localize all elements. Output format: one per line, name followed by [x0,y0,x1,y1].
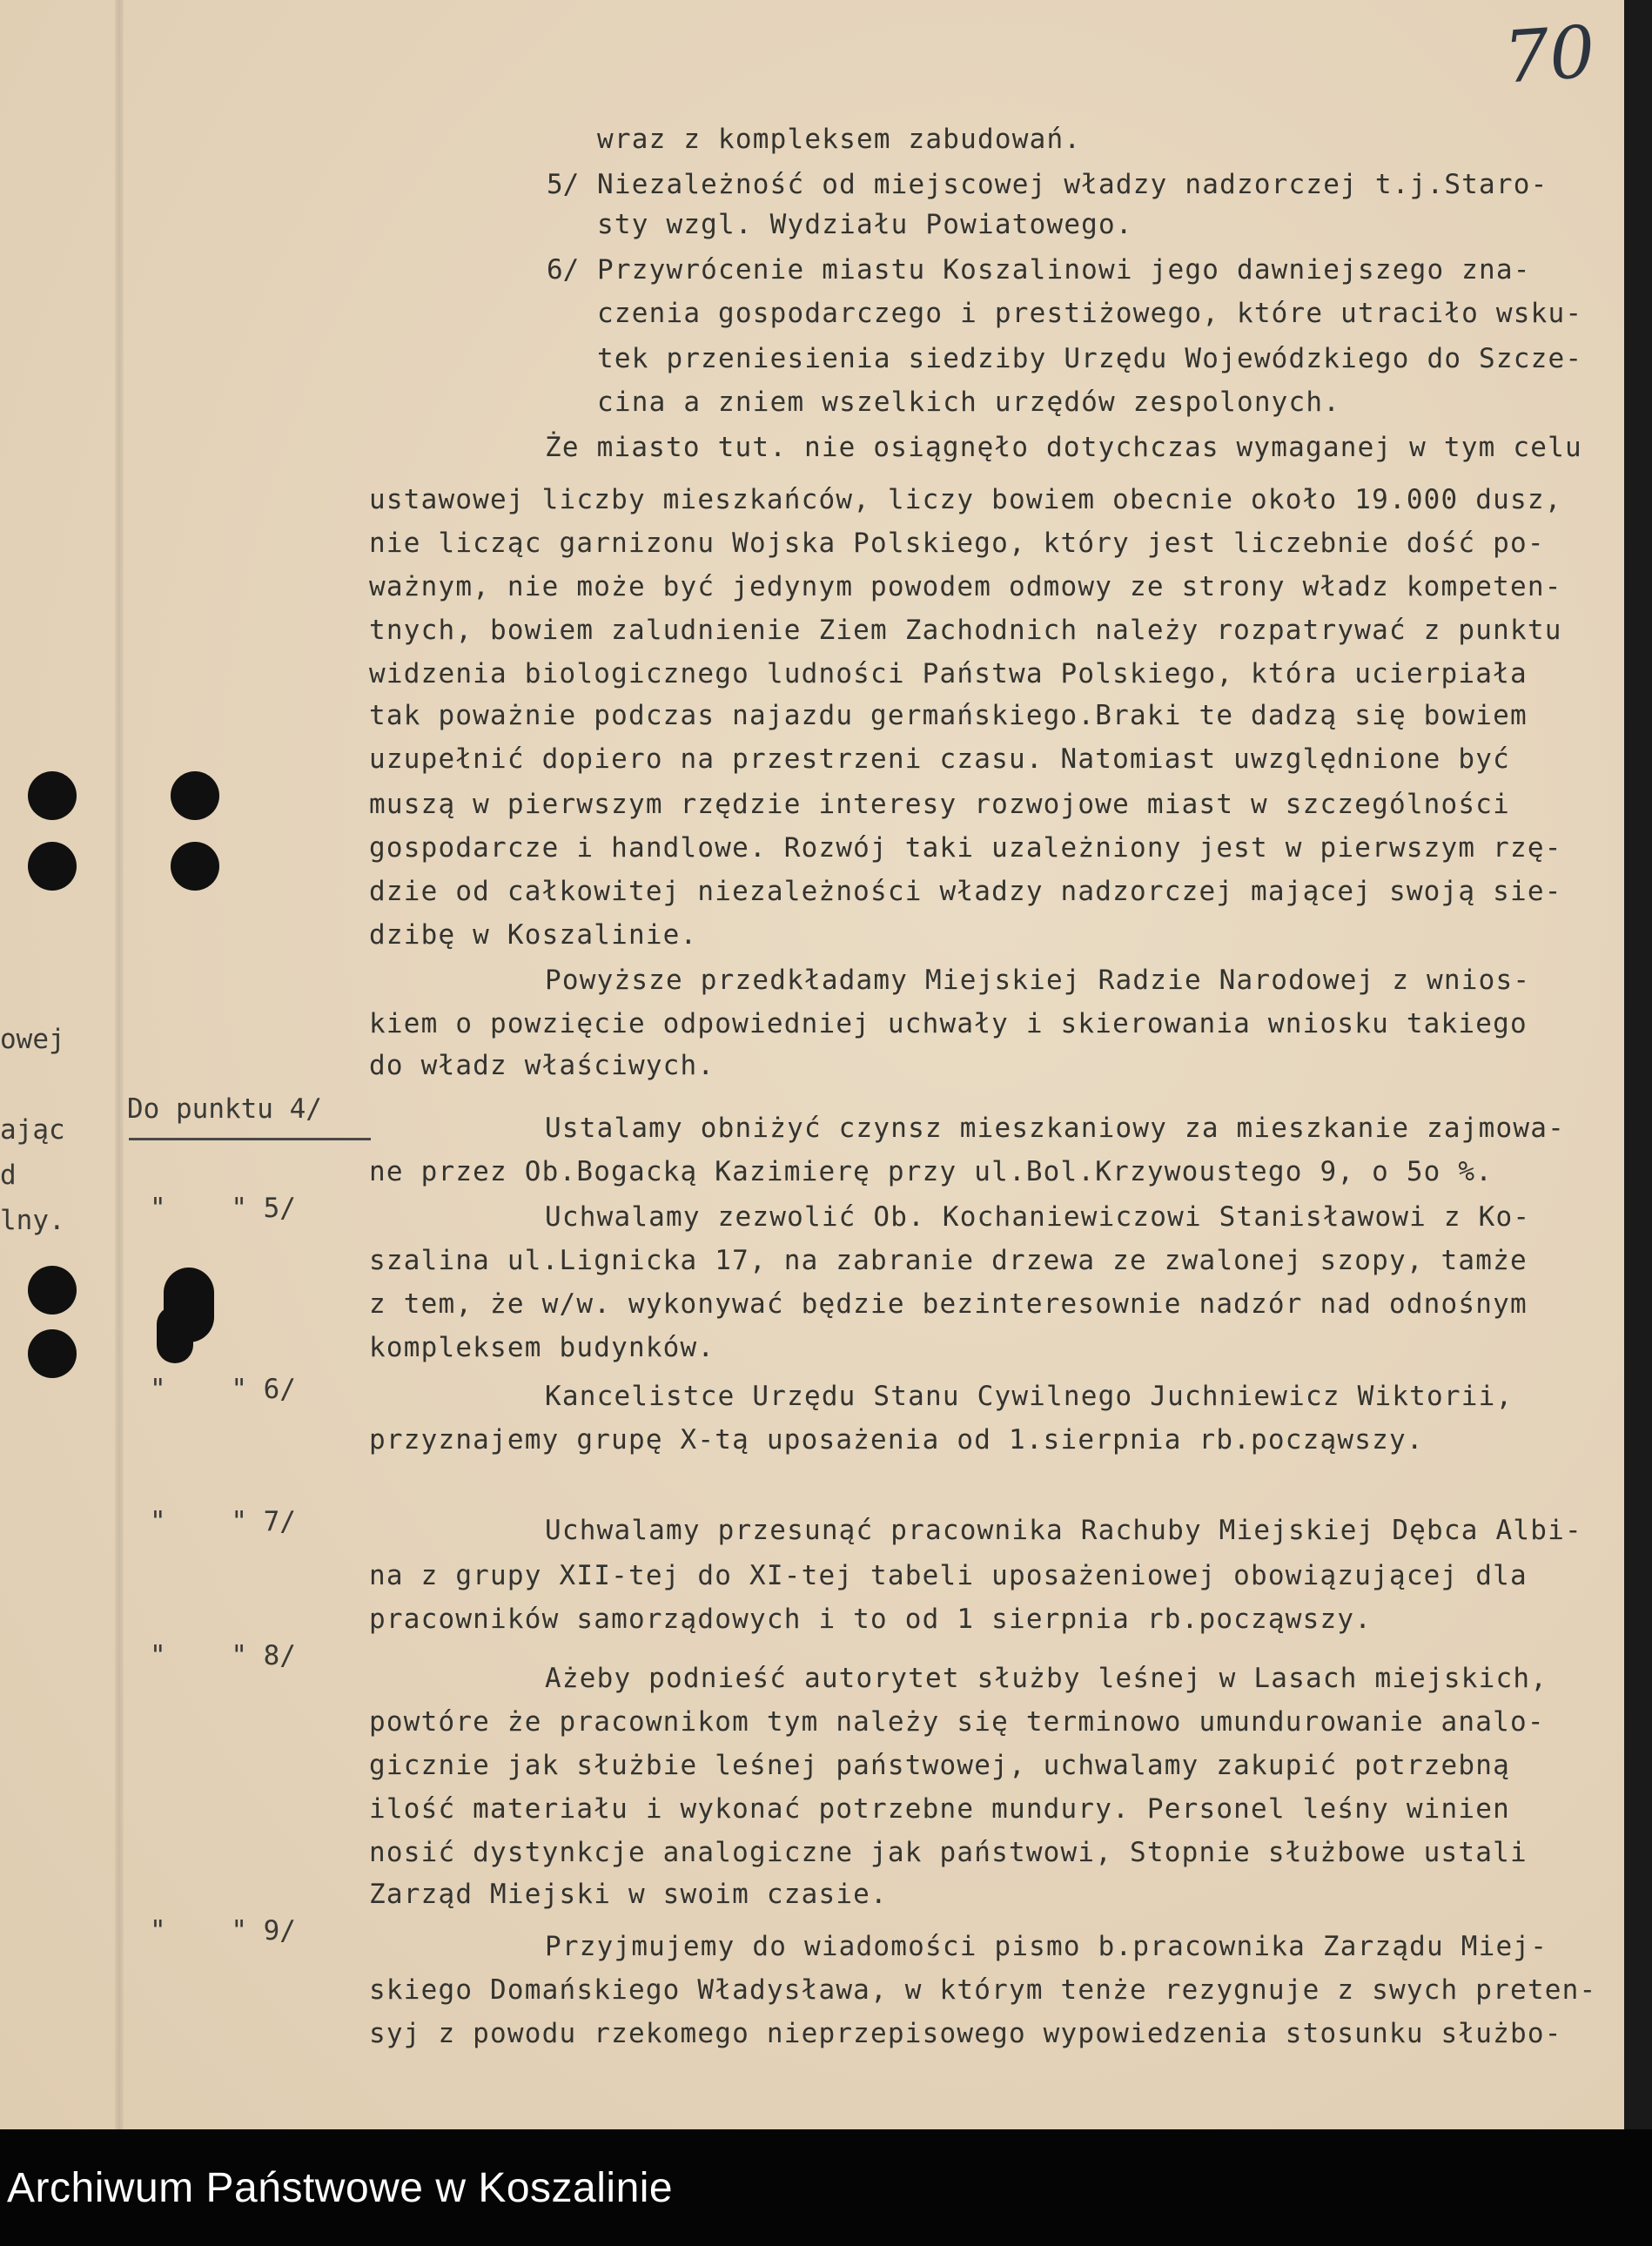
point-label: " " 9/ [150,1915,296,1947]
text-line: sty wzgl. Wydziału Powiatowego. [597,209,1133,240]
text-line: wraz z kompleksem zabudowań. [597,124,1082,155]
text-line: Zarząd Miejski w swoim czasie. [369,1879,888,1910]
text-line: z tem, że w/w. wykonywać będzie bezinteresownie nadzór nad odnośnym [369,1288,1528,1320]
text-line: Kancelistce Urzędu Stanu Cywilnego Juchniewicz Wiktorii, [545,1381,1514,1412]
point-label: " " 8/ [150,1640,296,1671]
margin-fragment: ając [0,1114,65,1146]
text-line: nie licząc garnizonu Wojska Polskiego, który jest liczebnie dość po- [369,528,1545,559]
point-label: " " 5/ [150,1193,296,1224]
text-line: Ażeby podnieść autorytet służby leśnej w Lasach miejskich, [545,1663,1548,1694]
text-line: na z grupy XII-tej do XI-tej tabeli uposażeniowej obowiązującej dla [369,1560,1528,1591]
text-line: cina a zniem wszelkich urzędów zespolonych. [597,387,1341,418]
margin-fragment: d [0,1160,17,1191]
text-line: do władz właściwych. [369,1050,715,1081]
text-line: Że miasto tut. nie osiągnęło dotychczas wymaganej w tym celu [545,432,1582,463]
text-line: czenia gospodarczego i prestiżowego, które utraciło wsku- [597,298,1583,329]
text-line: tnych, bowiem zaludnienie Ziem Zachodnich należy rozpatrywać z punktu [369,615,1562,646]
text-line: widzenia biologicznego ludności Państwa Polskiego, która ucierpiała [369,658,1528,689]
margin-fragment: owej [0,1024,65,1055]
text-line: tak poważnie podczas najazdu germańskiego.Braki te dadzą się bowiem [369,700,1528,731]
text-line: ważnym, nie może być jedynym powodem odmowy ze strony władz kompeten- [369,571,1562,602]
text-line: tek przeniesienia siedziby Urzędu Wojewódzkiego do Szcze- [597,343,1583,374]
text-line: pracowników samorządowych i to od 1 sierpnia rb.począwszy. [369,1604,1373,1635]
text-line: dzie od całkowitej niezależności władzy nadzorczej mającej swoją sie- [369,876,1562,907]
paper-fold [115,0,124,2129]
text-line: powtóre że pracownikom tym należy się terminowo umundurowanie analo- [369,1706,1545,1738]
item-number: 6/ [547,254,580,286]
text-line: gospodarcze i handlowe. Rozwój taki uzależniony jest w pierwszym rzę- [369,832,1562,864]
text-line: kiem o powzięcie odpowiedniej uchwały i skierowania wniosku takiego [369,1008,1528,1039]
text-line: kompleksem budynków. [369,1332,715,1363]
text-line: skiego Domańskiego Władysława, w którym tenże rezygnuje z swych preten- [369,1974,1597,2006]
point-label-underline [129,1138,371,1140]
archive-caption: Archiwum Państwowe w Koszalinie [7,2165,674,2211]
punch-hole [28,771,77,820]
text-line: muszą w pierwszym rzędzie interesy rozwojowe miast w szczególności [369,789,1510,820]
text-line: syj z powodu rzekomego nieprzepisowego wypowiedzenia stosunku służbo- [369,2018,1562,2049]
text-line: Przyjmujemy do wiadomości pismo b.pracownika Zarządu Miej- [545,1931,1548,1962]
archive-caption-bar [0,2129,1652,2246]
text-line: przyznajemy grupę X-tą uposażenia od 1.sierpnia rb.począwszy. [369,1424,1424,1456]
punch-hole [157,1306,193,1363]
punch-hole [28,842,77,891]
item-number: 5/ [547,169,580,200]
text-line: ne przez Ob.Bogacką Kazimierę przy ul.Bol.Krzywoustego 9, o 5o %. [369,1156,1494,1187]
text-line: ustawowej liczby mieszkańców, liczy bowiem obecnie około 19.000 dusz, [369,484,1562,515]
punch-hole [171,771,219,820]
page-number: 70 [1501,10,1598,100]
text-line: Powyższe przedkładamy Miejskiej Radzie Narodowej z wnios- [545,965,1531,996]
text-line: Przywrócenie miastu Koszalinowi jego dawniejszego zna- [597,254,1531,286]
text-line: gicznie jak służbie leśnej państwowej, uchwalamy zakupić potrzebną [369,1750,1510,1781]
text-line: dzibę w Koszalinie. [369,919,698,951]
point-label: " " 7/ [150,1506,296,1537]
punch-hole [28,1266,77,1315]
text-line: uzupełnić dopiero na przestrzeni czasu. Natomiast uwzględnione być [369,743,1510,775]
text-line: Ustalamy obniżyć czynsz mieszkaniowy za mieszkanie zajmowa- [545,1113,1565,1144]
punch-hole [28,1329,77,1378]
punch-hole [171,842,219,891]
text-line: Uchwalamy zezwolić Ob. Kochaniewiczowi Stanisławowi z Ko- [545,1201,1531,1233]
text-line: ilość materiału i wykonać potrzebne mundury. Personel leśny winien [369,1793,1510,1825]
point-label: " " 6/ [150,1374,296,1405]
page-edge [1624,0,1652,2129]
margin-fragment: lny. [0,1205,65,1236]
text-line: szalina ul.Lignicka 17, na zabranie drzewa ze zwalonej szopy, tamże [369,1245,1528,1276]
text-line: Niezależność od miejscowej władzy nadzorczej t.j.Staro- [597,169,1548,200]
text-line: Uchwalamy przesunąć pracownika Rachuby Miejskiej Dębca Albi- [545,1515,1582,1546]
text-line: nosić dystynkcje analogiczne jak państwowi, Stopnie służbowe ustali [369,1837,1528,1868]
point-label: Do punktu 4/ [127,1093,322,1125]
